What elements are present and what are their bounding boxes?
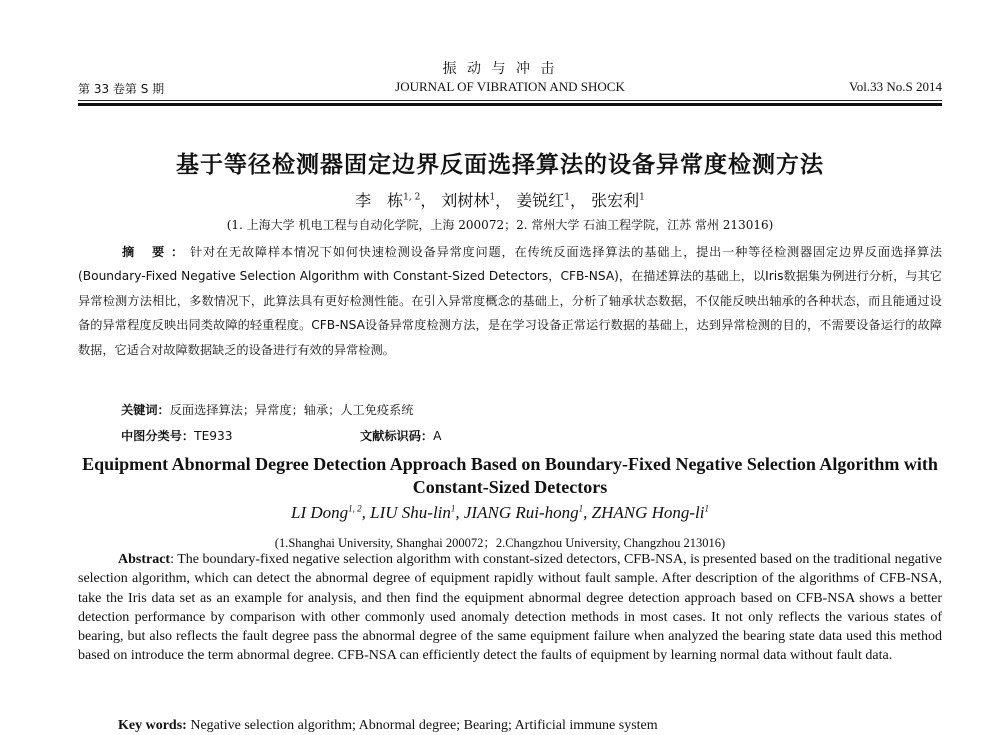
header-rule-thick (78, 103, 942, 106)
document-code: 文献标识码：A (360, 429, 442, 443)
abstract-cn (78, 240, 942, 362)
author-list-en (0, 503, 1000, 523)
class-code: TE933 (194, 429, 233, 443)
author-cn-3: 姜锐红$^1$， (516, 191, 587, 210)
classification-cn (121, 427, 821, 444)
journal-name-en: JOURNAL OF VIBRATION AND SHOCK (395, 79, 625, 94)
abstract-text-en: : The boundary-fixed negative selection algorithm with constant-sized detectors, CFB-NSA, is presented based on the traditional negative selection algorithm, which can detect the abnormal degree of equipment rapidly without fault sample. After description of the algorithms of CFB-NSA, take the Iris data set as an example for analysis, and then find the equipment abnormal degree detection approach based on CFB-NSA shows a better detection performance by comparison with other commonly used anomaly detection methods in most cases. It not only reflects the various states of bearing, but also reflects the fault degree pass the abnormal degree of the same equipment failure when analyzed the bearing state data used this method based on introduce the term abnormal degree. CFB-NSA can efficiently detect the faults of equipment by learning normal data without fault data. (78, 552, 942, 664)
author-en-4: ZHANG Hong-$li^1$ (591, 503, 709, 522)
abstract-text-cn: 针对在无故障样本情况下如何快速检测设备异常度问题，在传统反面选择算法的基础上，提出一种等径检测器固定边界反面选择算法(Boundary-Fixed Negative Selection Algorithm with Constant-Sized Detectors，CFB-NSA)，在描述算法的基础上，以Iris数据集为例进行分析，与其它异常检测方法相比，多数情况下，此算法具有更好检测性能。在引入异常度概念的基础上，分析了轴承状态数据，不仅能反映出轴承的各种状态，而且能通过设备的异常程度反映出同类故障的轻重程度。CFB-NSA设备异常度检测方法，是在学习设备正常运行数据的基础上，达到异常检测的目的，不需要设备运行的故障数据，它适合对故障数据缺乏的设备进行有效的异常检测。 (78, 245, 943, 357)
affiliation-en: (1.Shanghai University, Shanghai 200072；2.Changzhou University, Changzhou 213016) (274, 536, 726, 550)
keywords-text-cn: 反面选择算法；异常度；轴承；人工免疫系统 (169, 403, 414, 417)
abstract-label-cn: 摘 要： (122, 245, 190, 259)
paper-title-cn: 基于等径检测器固定边界反面选择算法的设备异常度检测方法 (176, 152, 824, 178)
keywords-cn (121, 401, 414, 418)
keywords-label-cn: 关键词： (121, 403, 170, 417)
header-rule-thin (78, 100, 942, 101)
author-cn-1: 李 栋$^{1, 2}$， (355, 191, 437, 210)
abstract-en (78, 550, 942, 666)
affiliation-cn: (1. 上海大学 机电工程与自动化学院，上海 200072；2. 常州大学 石油工程学院，江苏 常州 213016) (226, 218, 774, 232)
author-list-cn (0, 188, 1000, 211)
author-en-2: LIU Shu-lin$^1$, (370, 503, 464, 522)
paper-title-en: Equipment Abnormal Degree Detection Approach Based on Boundary-Fixed Negative Selection Algorithm with Constant-Sized Detectors (82, 454, 938, 497)
author-cn-2: 刘树林$^1$， (441, 191, 512, 210)
journal-name-cn: 振 动 与 冲 击 (442, 61, 558, 77)
keywords-en (118, 718, 658, 734)
keywords-text-en: Negative selection algorithm; Abnormal degree; Bearing; Artificial immune system (186, 718, 658, 733)
author-en-3: JIANG Rui-hong$^1$, (463, 503, 592, 522)
author-cn-4: 张宏利$^1$ (591, 191, 645, 210)
class-label: 中图分类号： (121, 429, 195, 443)
volume-issue-cn: 第 33 卷第 S 期 (78, 82, 165, 96)
author-en-1: LI Dong$^{1, 2}$, (290, 503, 371, 522)
volume-issue-en: Vol.33 No.S 2014 (849, 79, 942, 94)
abstract-label-en: Abstract (118, 552, 171, 567)
running-header (78, 78, 942, 98)
keywords-label-en: Key words: (118, 718, 187, 733)
